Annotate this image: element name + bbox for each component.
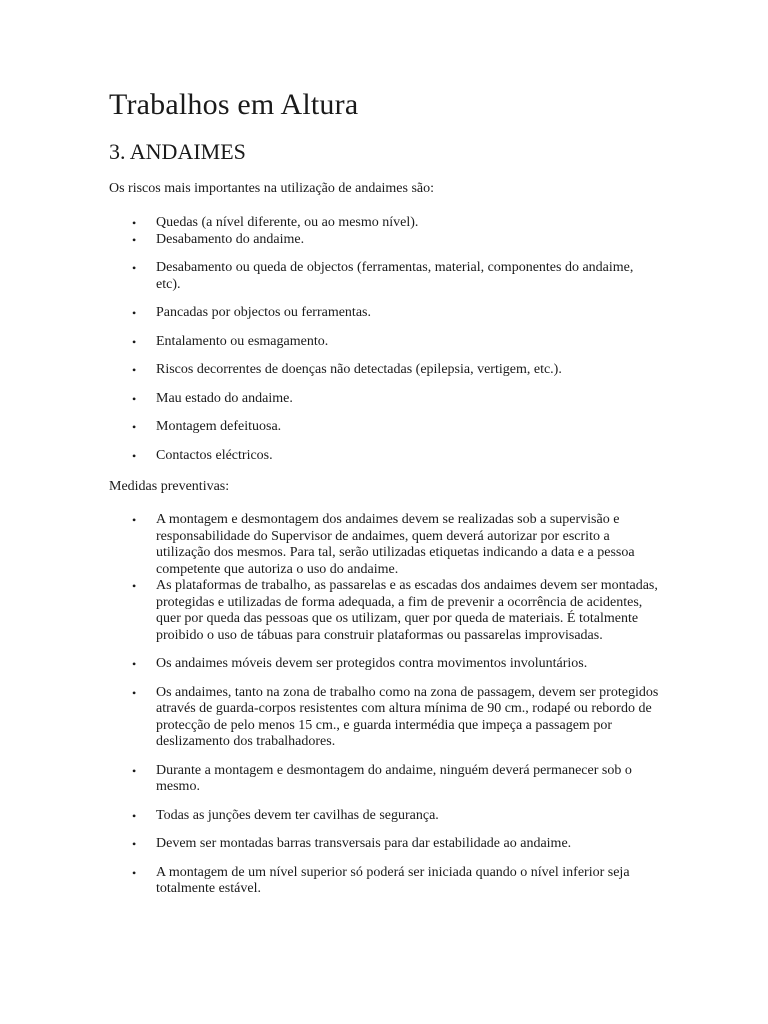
list-item: • Pancadas por objectos ou ferramentas. [132,305,371,320]
list-item: • Devem ser montadas barras transversais para dar estabilidade ao andaime. [132,836,572,851]
bullet-icon: • [132,685,137,700]
bullet-icon: • [132,363,137,377]
document-page [109,86,669,898]
bullet-icon: • [132,448,137,463]
bullet-icon: • [132,216,137,230]
bullet-icon: • [132,763,137,778]
bullet-icon: • [132,657,137,671]
risks-intro: Os riscos mais importantes na utilização de andaimes são: [109,181,435,196]
list-item: • Contactos eléctricos. [132,447,273,463]
bullet-icon: • [132,865,137,880]
bullet-icon: • [132,837,137,851]
page-title: Trabalhos em Altura [109,88,359,121]
risks-list [109,215,644,464]
bullet-icon: • [132,232,137,247]
list-item: • Os andaimes, tanto na zona de trabalho como na zona de passagem, devem ser protegidos através de guarda-corpos resistentes com altura mínima de 90 cm., rodapé ou rebordo de protecção de pelo menos 15 cm., e guarda intermédia que impeça a passagem por deslizamento dos trabalhadores. [132,684,659,749]
list-item: • Entalamento ou esmagamento. [132,333,329,349]
bullet-icon: • [132,579,137,593]
bullet-icon: • [132,334,137,349]
bullet-icon: • [132,513,137,527]
measures-list [109,512,659,898]
bullet-icon: • [132,808,137,823]
list-item: • As plataformas de trabalho, as passarelas e as escadas dos andaimes devem ser montadas, protegidas e utilizadas de forma adequada, a fim de prevenir a ocorrência de acidentes, quer por queda das pessoas que os utilizam, quer por queda de materiais. É totalmente proibido o uso de tábuas para construir plataformas ou passarelas improvisadas. [132,578,658,643]
bullet-icon: • [132,391,137,406]
measures-intro: Medidas preventivas: [109,479,230,494]
list-item: • Durante a montagem e desmontagem do andaime, ninguém deverá permanecer sob o mesmo. [132,762,632,794]
list-item: • Todas as junções devem ter cavilhas de segurança. [132,807,439,823]
list-item: • Riscos decorrentes de doenças não detectadas (epilepsia, vertigem, etc.). [132,362,562,377]
list-item: • Quedas (a nível diferente, ou ao mesmo nível). [132,215,419,230]
list-item: • Desabamento do andaime. [132,231,305,247]
bullet-icon: • [132,306,137,320]
section-heading: 3. ANDAIMES [109,139,246,164]
list-item: • A montagem de um nível superior só poderá ser iniciada quando o nível inferior seja totalmente estável. [132,864,630,896]
bullet-icon: • [132,420,137,434]
list-item: • A montagem e desmontagem dos andaimes devem se realizadas sob a supervisão e responsabilidade do Supervisor de andaimes, quem deverá autorizar por escrito a utilização dos mesmos. Para tal, serão utilizadas etiquetas indicando a data e a pessoa competente que autoriza o uso do andaime. [132,512,635,577]
list-item: • Montagem defeituosa. [132,419,282,434]
list-item: • Mau estado do andaime. [132,390,293,406]
list-item: • Os andaimes móveis devem ser protegidos contra movimentos involuntários. [132,656,588,671]
list-item: • Desabamento ou queda de objectos (ferramentas, material, componentes do andaime, etc). [132,260,634,292]
bullet-icon: • [132,261,137,275]
